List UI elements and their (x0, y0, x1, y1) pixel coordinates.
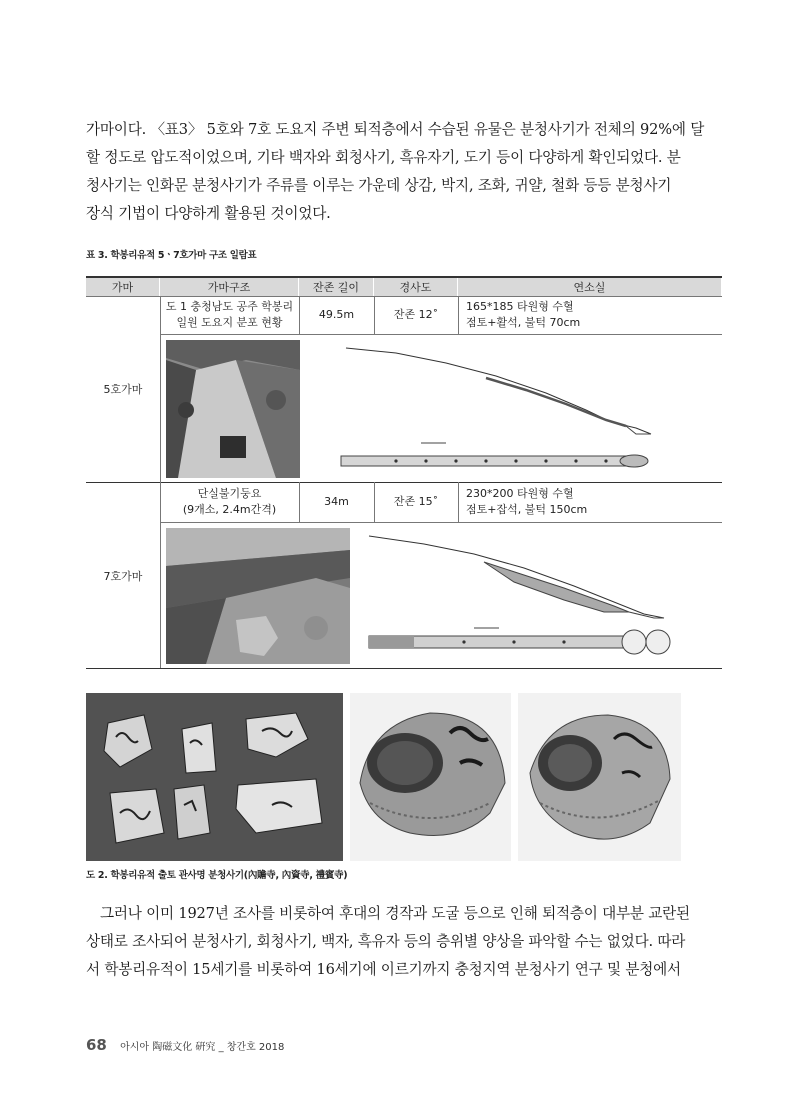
sherds-photo (86, 693, 343, 861)
kiln-label-5: 5호가마 (103, 383, 143, 396)
cell-length-5: 49.5m (318, 308, 355, 321)
header-slope: 경사도 (374, 278, 458, 296)
cell-structure-5: 도 1 충청남도 공주 학봉리 일원 도요지 분포 현황 (165, 300, 294, 329)
cell-structure-7: 단실불기둥요 (9개소, 2.4m간격) (182, 487, 277, 516)
cell-slope-7: 잔존 15˚ (393, 495, 439, 508)
kiln-7-profile-drawing (364, 526, 684, 666)
body-paragraph-bottom (86, 900, 722, 984)
header-kiln: 가마 (86, 278, 160, 296)
header-length: 잔존 길이 (299, 278, 374, 296)
text-line: 상태로 조사되어 분청사기, 회청사기, 백자, 흑유자 등의 층위별 양상을 파악할 수는 없었다. 따라 (86, 933, 686, 950)
row-divider (160, 522, 722, 523)
bowl-photo-2 (518, 693, 681, 861)
header-structure: 가마구조 (160, 278, 299, 296)
kiln-7-excavation-photo (166, 528, 350, 664)
row-divider (160, 334, 722, 335)
figure-caption: 도 2. 학봉리유적 출토 관사명 분청사기(內贍寺, 內資寺, 禮賓寺) (86, 870, 348, 881)
cell-chamber-5: 165*185 타원형 수혈 점토+활석, 불턱 70cm (466, 300, 581, 329)
cell-chamber-7: 230*200 타원형 수혈 점토+잡석, 불턱 150cm (466, 487, 588, 516)
text-line: 할 정도로 압도적이었으며, 기타 백자와 회청사기, 흑유자기, 도기 등이 다양하게 확인되었다. 분 (86, 149, 681, 166)
text-line: 가마이다. 〈표3〉 5호와 7호 도요지 주변 퇴적층에서 수습된 유물은 분청사기가 전체의 92%에 달 (86, 121, 705, 138)
page-number: 68 (86, 1036, 107, 1054)
text-line: 그러나 이미 1927년 조사를 비롯하여 후대의 경작과 도굴 등으로 인해 퇴적층이 대부분 교란된 (100, 905, 690, 922)
cell-slope-5: 잔존 12˚ (393, 308, 439, 321)
bowl-photo-1 (350, 693, 511, 861)
table-caption: 표 3. 학봉리유적 5ㆍ7호가마 구조 일람표 (86, 250, 257, 261)
table-bottom-rule (86, 668, 722, 670)
cell-length-7: 34m (324, 495, 349, 508)
body-paragraph-top (86, 116, 722, 228)
kiln-label-7: 7호가마 (103, 569, 143, 583)
kiln-structure-table (86, 276, 722, 669)
header-chamber: 연소실 (458, 278, 722, 296)
journal-title: 아시아 陶磁文化 硏究 _ 창간호 2018 (120, 1042, 285, 1053)
text-line: 서 학봉리유적이 15세기를 비롯하여 16세기에 이르기까지 충청지역 분청사기 연구 및 분청에서 (86, 961, 681, 978)
kiln-5-profile-drawing (336, 338, 666, 478)
text-line: 청사기는 인화문 분청사기가 주류를 이루는 가운데 상감, 박지, 조화, 귀얄, 철화 등등 분청사기 (86, 177, 672, 194)
text-line: 장식 기법이 다양하게 활용된 것이었다. (86, 205, 331, 222)
kiln-5-excavation-photo (166, 340, 300, 478)
page-footer (86, 1036, 284, 1054)
